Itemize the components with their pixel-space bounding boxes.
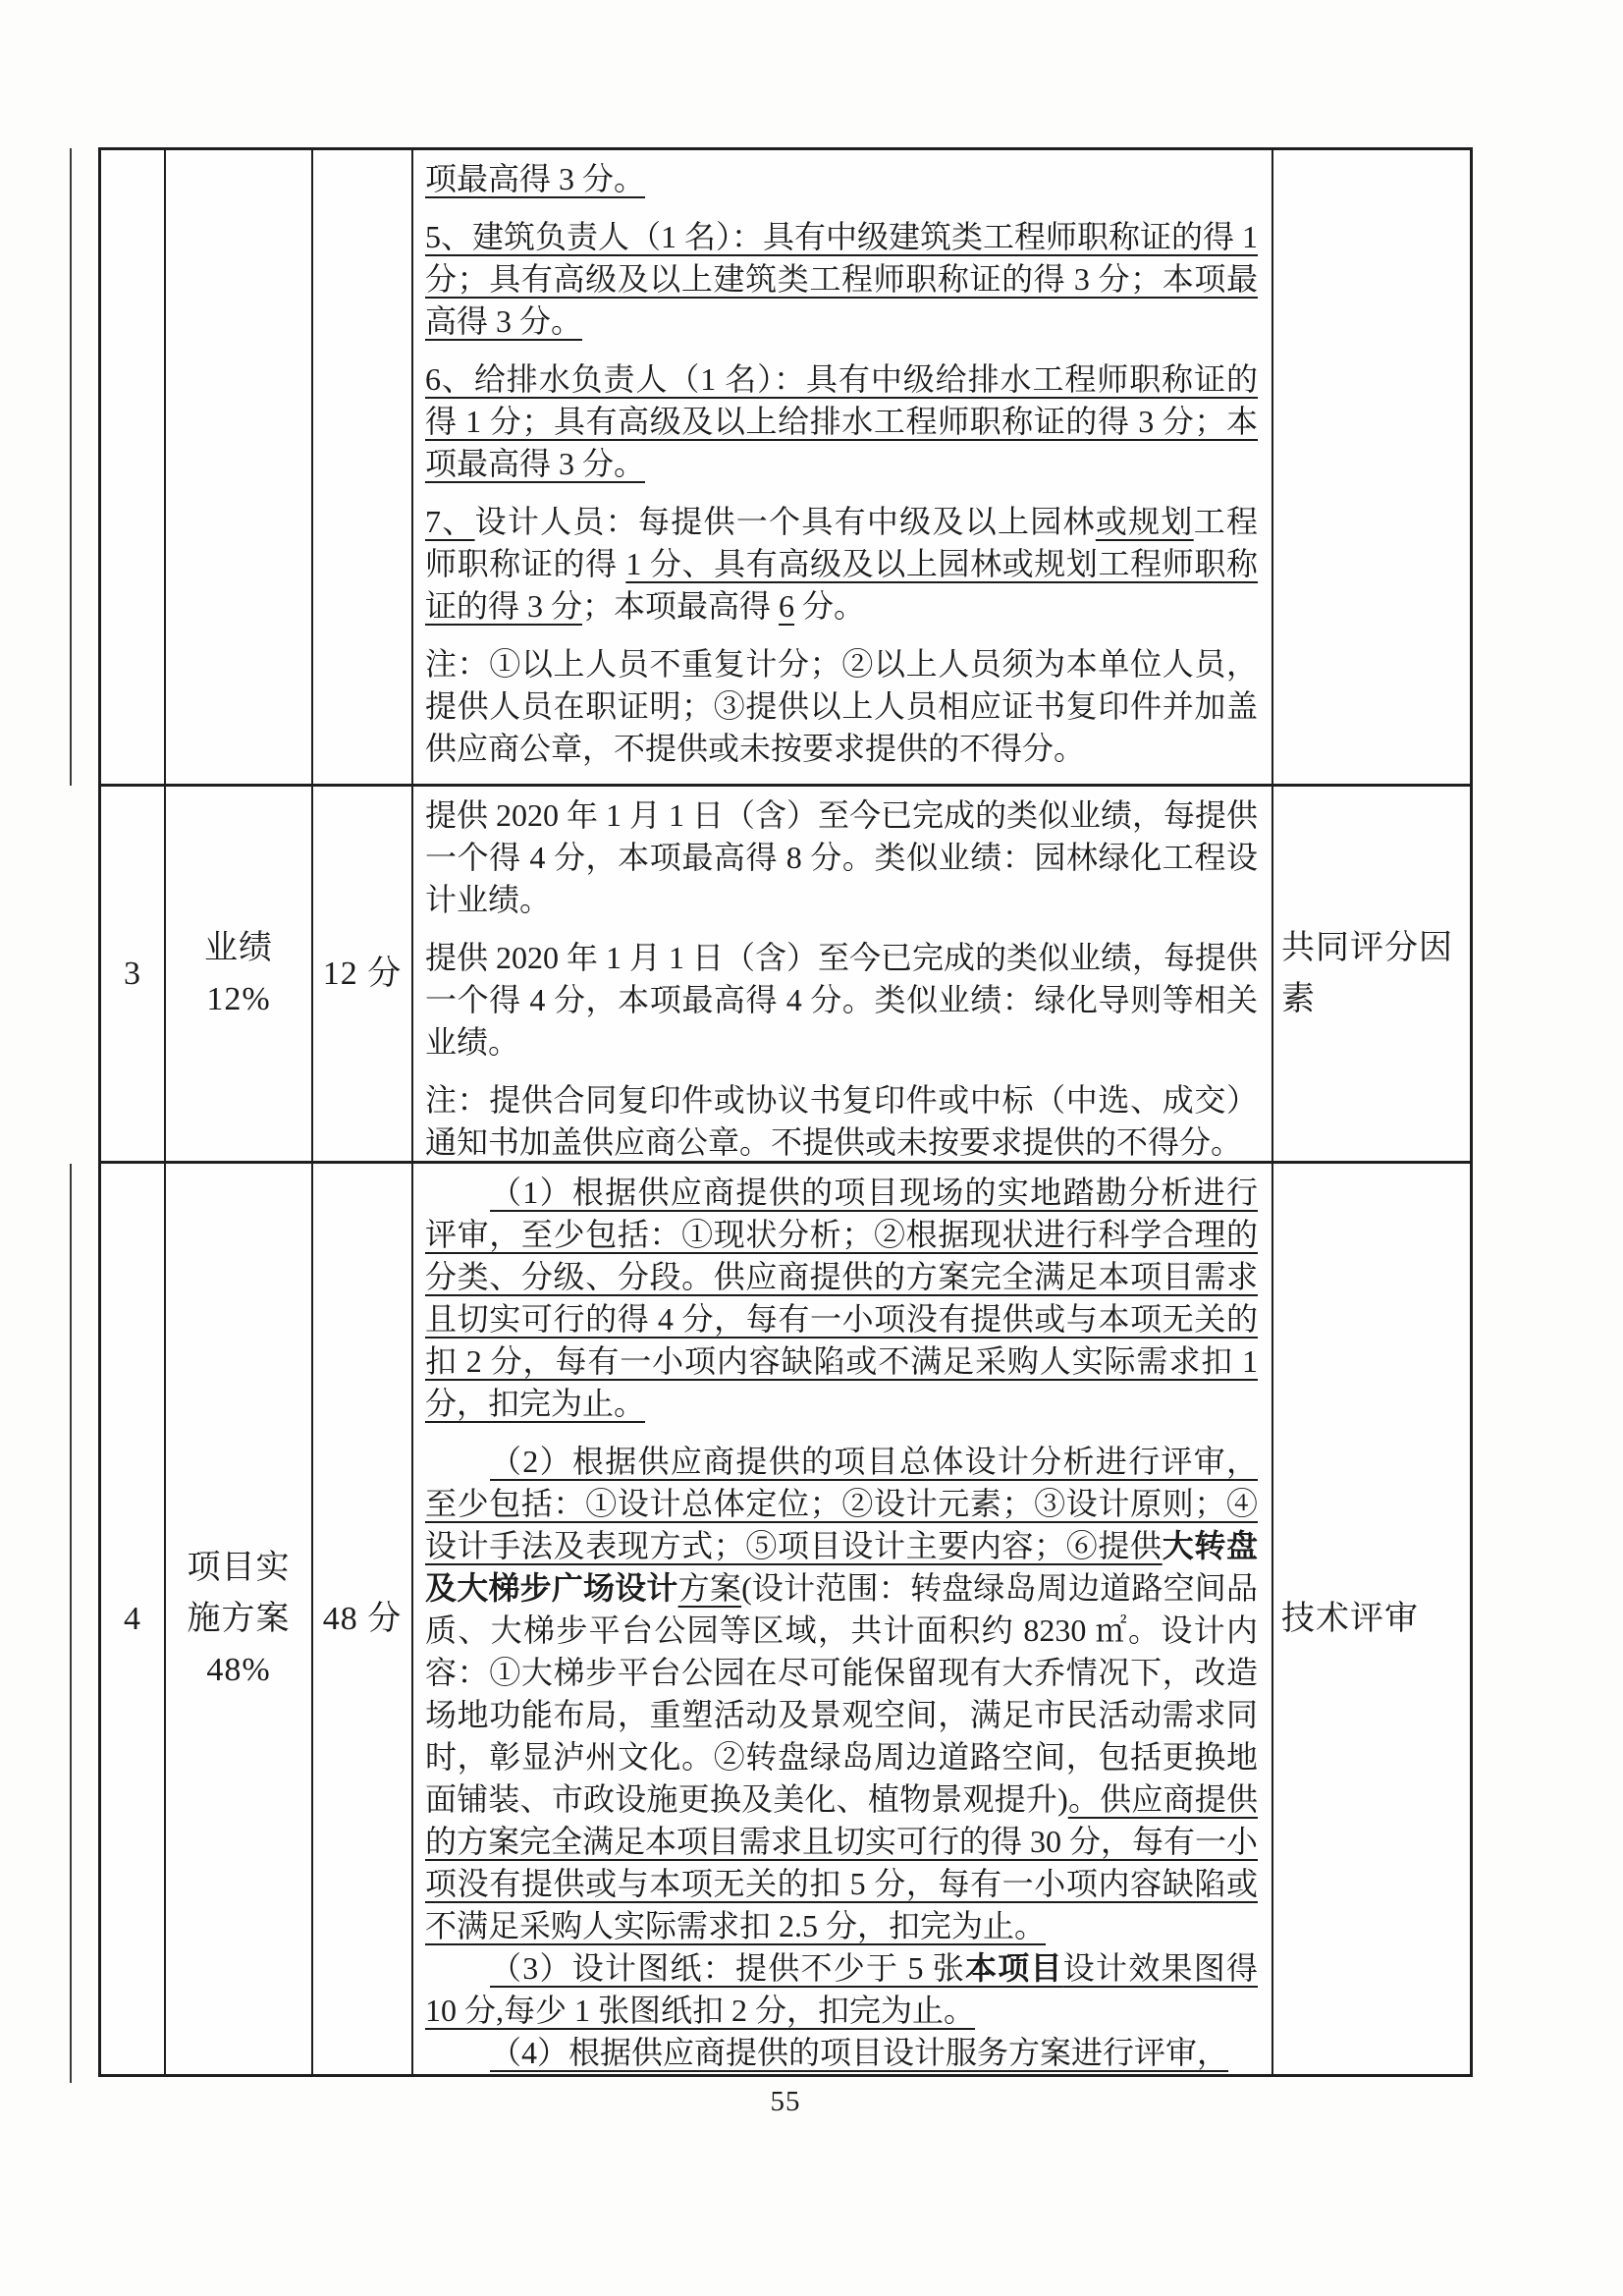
row-name-line: 项目实 [187, 1549, 291, 1586]
category-cell [1271, 150, 1470, 784]
row-name-line: 业绩 [204, 929, 273, 966]
category-cell: 技术评审 [1271, 1164, 1470, 2074]
criteria-paragraph: 注：提供合同复印件或协议书复印件或中标（中选、成交）通知书加盖供应商公章。不提供或未按要求提供的不得分。 [425, 1082, 1258, 1160]
row-number-cell: 4 [124, 1600, 141, 1637]
table-row [101, 150, 1470, 784]
criteria-paragraph: 5、建筑负责人（1 名）：具有中级建筑类工程师职称证的得 1 分；具有高级及以上建筑类工程师职称证的得 3 分；本项最高得 3 分。 [425, 219, 1259, 339]
criteria-paragraph: 注：①以上人员不重复计分；②以上人员须为本单位人员，提供人员在职证明；③提供以上人员相应证书复印件并加盖供应商公章，不提供或未按要求提供的不得分。 [425, 646, 1258, 766]
row-number-cell [101, 150, 164, 784]
row-name-cell [164, 1164, 311, 2074]
criteria-paragraph: （2）根据供应商提供的项目总体设计分析进行评审，至少包括：①设计总体定位；②设计元素；③设计原则；④设计手法及表现方式；⑤项目设计主要内容；⑥提供大转盘及大梯步广场设计方案(设计范围：转盘绿岛周边道路空间品质、大梯步平台公园等区域，共计面积约 8230 ㎡。设计内容：①大梯步平台公园在尽可能保留现有大乔情况下，改造场地功能布局，重塑活动及景观空间，满足市民活动需求同时，彰显泸州文化。②转盘绿岛周边道路空间，包括更换地面铺装、市政设施更换及美化、植物景观提升)。供应商提供的方案完全满足本项目需求且切实可行的得 30 分，每有一小项没有提供或与本项无关的扣 5 分，每有一小项内容缺陷或不满足采购人实际需求扣 2.5 分，扣完为止。 [425, 1444, 1259, 1943]
criteria-paragraph: （1）根据供应商提供的项目现场的实地踏勘分析进行评审，至少包括：①现状分析；②根据现状进行科学合理的分类、分级、分段。供应商提供的方案完全满足本项目需求且切实可行的得 4 分，每有一小项没有提供或与本项无关的扣 2 分，每有一小项内容缺陷或不满足采购人实际需求扣 1 分，扣完为止。 [425, 1175, 1258, 1421]
row-score-cell: 48 分 [311, 1164, 411, 2074]
criteria-cell [411, 787, 1271, 1161]
criteria-paragraph: 项最高得 3 分。 [425, 161, 646, 196]
table-row [101, 1161, 1470, 2074]
row-name-line: 施方案 [187, 1600, 291, 1637]
row-number-cell: 3 [124, 955, 141, 992]
criteria-paragraph: 6、给排水负责人（1 名）：具有中级给排水工程师职称证的得 1 分；具有高级及以上给排水工程师职称证的得 3 分；本项最高得 3 分。 [425, 361, 1258, 481]
criteria-paragraph: 提供 2020 年 1 月 1 日（含）至今已完成的类似业绩，每提供一个得 4 分，本项最高得 4 分。类似业绩：绿化导则等相关业绩。 [425, 940, 1259, 1060]
criteria-paragraph: （3）设计图纸：提供不少于 5 张本项目设计效果图得 10 分,每少 1 张图纸扣 2 分，扣完为止。 [425, 1950, 1258, 2028]
category-cell: 共同评分因素 [1271, 787, 1470, 1161]
page-number: 55 [770, 2086, 801, 2117]
row-score-cell: 12 分 [311, 787, 411, 1161]
left-margin-rule-top [70, 148, 72, 786]
row-score-cell [311, 150, 411, 784]
row-name-cell [164, 150, 311, 784]
criteria-cell [411, 150, 1271, 784]
table-row [101, 784, 1470, 1161]
criteria-paragraph: 7、设计人员：每提供一个具有中级及以上园林或规划工程师职称证的得 1 分、具有高级及以上园林或规划工程师职称证的得 3 分；本项最高得 6 分。 [425, 504, 1258, 624]
criteria-paragraph: （4）根据供应商提供的项目设计服务方案进行评审， [490, 2035, 1229, 2070]
criteria-cell [411, 1164, 1271, 2074]
row-name-cell [164, 787, 311, 1161]
scoring-table [98, 147, 1473, 2077]
left-margin-rule-bottom [70, 1164, 72, 2083]
row-name-line: 48% [206, 1651, 271, 1688]
row-name-line: 12% [206, 980, 271, 1017]
criteria-paragraph: 提供 2020 年 1 月 1 日（含）至今已完成的类似业绩，每提供一个得 4 分，本项最高得 8 分。类似业绩：园林绿化工程设计业绩。 [425, 797, 1259, 917]
